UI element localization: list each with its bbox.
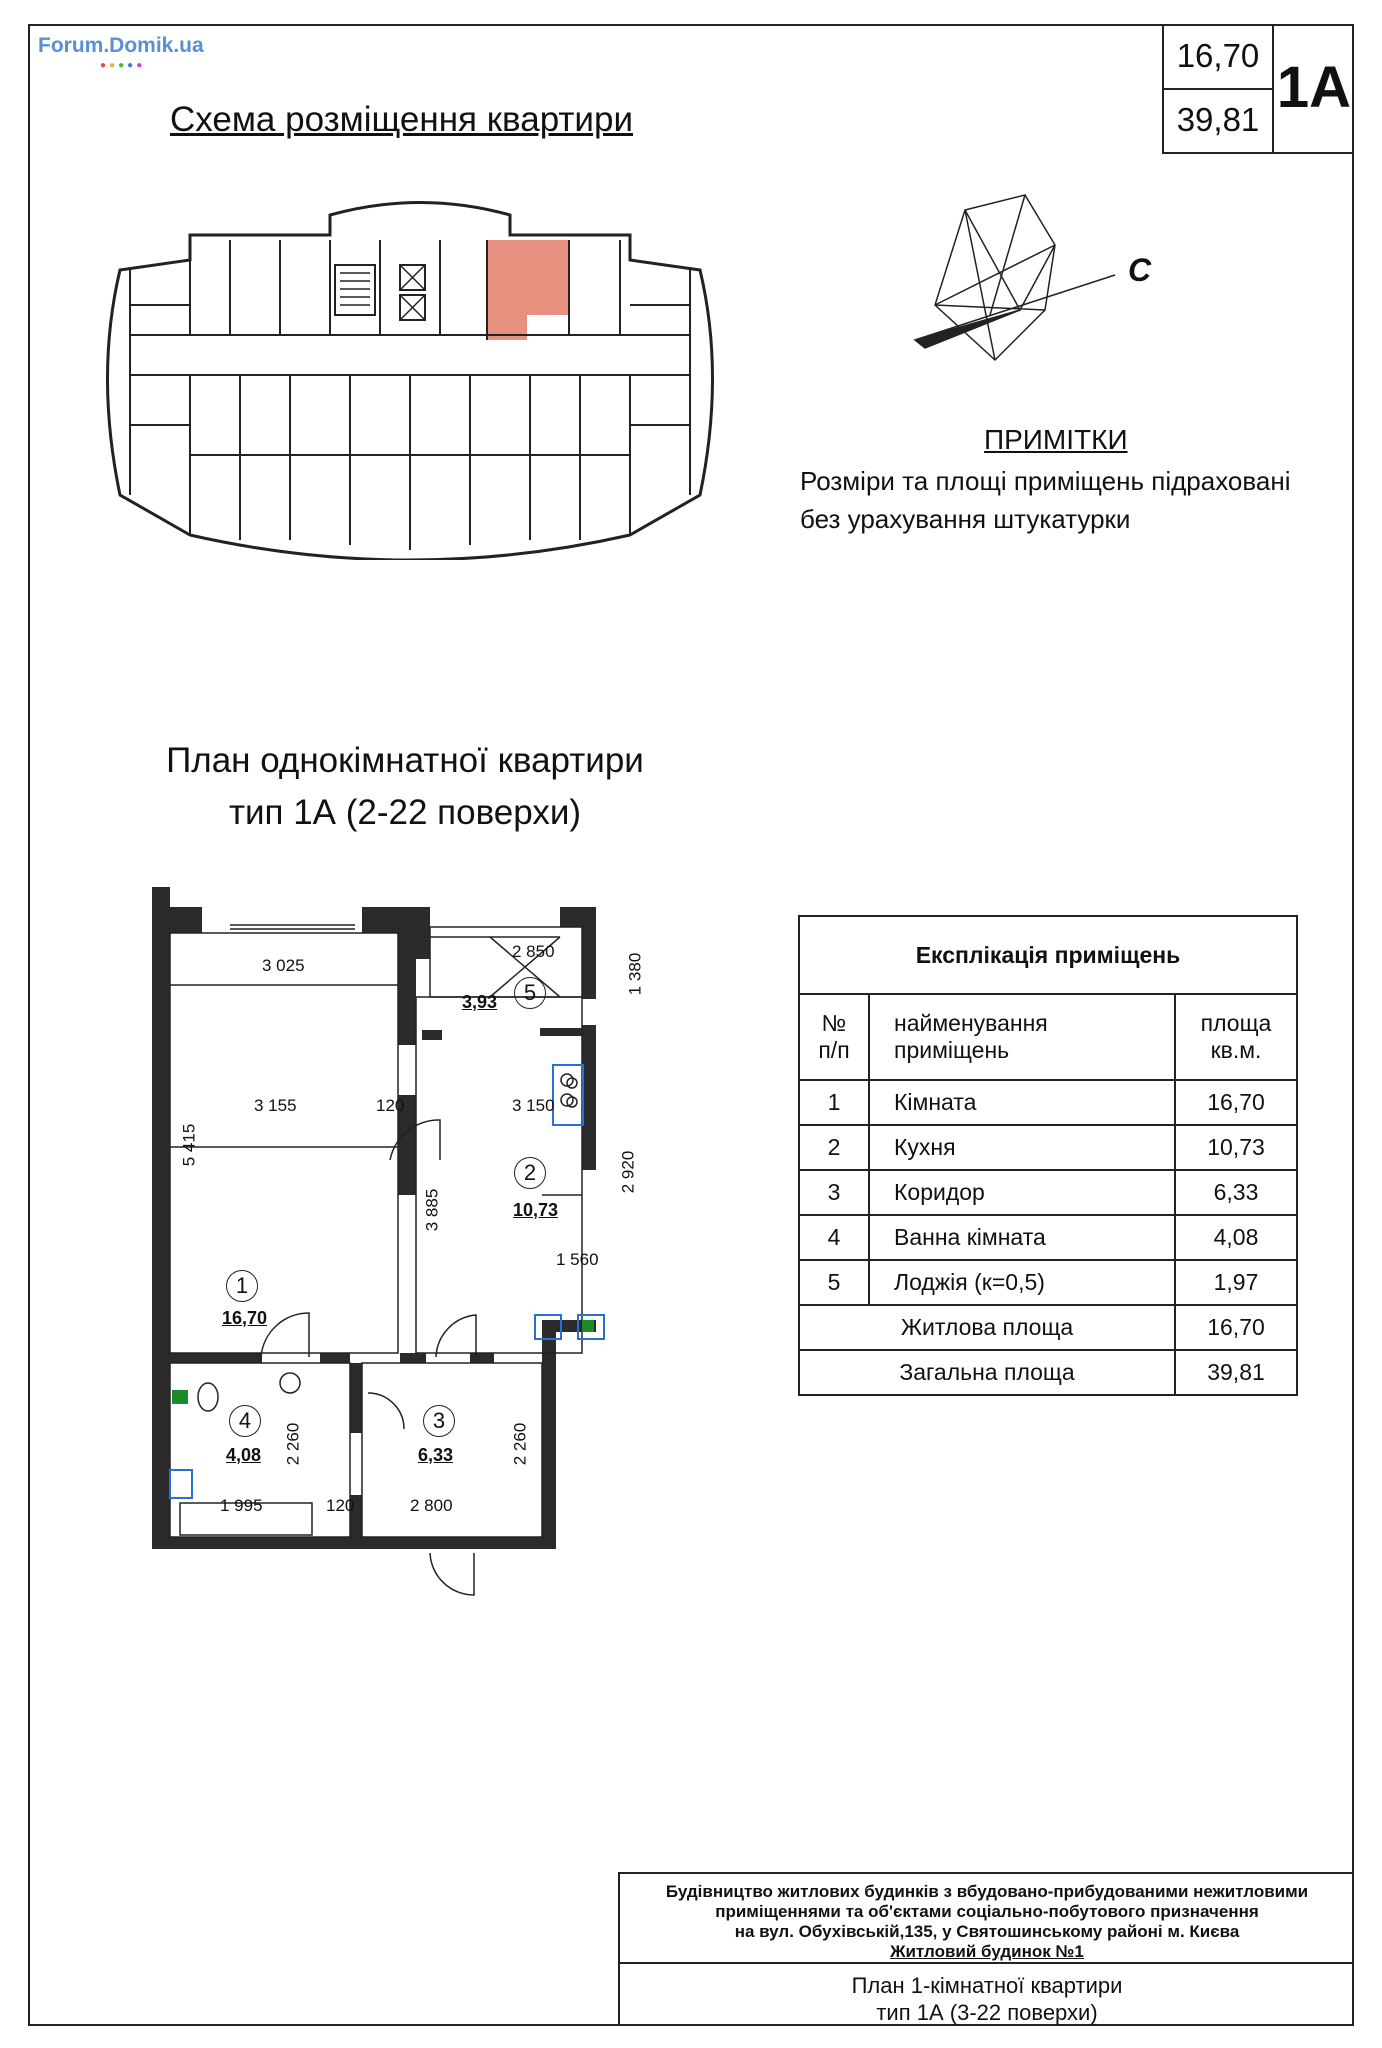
title-block-line-3: на вул. Обухівській,135, у Святошинському районі м. Києва xyxy=(734,1922,1240,1941)
plan-title xyxy=(120,735,690,839)
watermark-dots: ●●●●● xyxy=(100,60,146,71)
scheme-title: Схема розміщення квартири xyxy=(170,100,633,139)
notes-line-2: без урахування штукатурки xyxy=(800,504,1131,534)
dim-label: 3 885 xyxy=(422,1188,442,1232)
notes-text xyxy=(800,462,1290,538)
title-block xyxy=(618,1872,1354,2026)
dim-label: 3 150 xyxy=(512,1096,555,1115)
table-row xyxy=(799,1125,1297,1170)
plan-title-line-2: тип 1А (2-22 поверхи) xyxy=(228,793,582,832)
title-block-line-2: приміщеннями та об'єктами соціально-побутового призначення xyxy=(715,1902,1259,1921)
col-header-no xyxy=(799,994,869,1080)
row-area: 4,08 xyxy=(1175,1215,1297,1260)
dim-label: 2 800 xyxy=(410,1496,453,1515)
row-name: Кухня xyxy=(869,1125,1175,1170)
area-stamp xyxy=(1162,24,1354,154)
dim-label: 3 025 xyxy=(262,956,305,975)
explication-title: Експлікація приміщень xyxy=(799,916,1297,994)
stamp-type: 1A xyxy=(1276,55,1352,120)
row-area: 1,97 xyxy=(1175,1260,1297,1305)
plan-title-line-1: План однокімнатної квартири xyxy=(166,741,644,780)
row-no: 4 xyxy=(799,1215,869,1260)
living-area-label: Житлова площа xyxy=(799,1305,1175,1350)
compass-north-label: С xyxy=(1128,252,1152,288)
room-area: 6,33 xyxy=(418,1445,454,1465)
total-area-value: 39,81 xyxy=(1175,1350,1297,1395)
dim-label: 2 850 xyxy=(512,942,555,961)
row-name: Лоджія (к=0,5) xyxy=(869,1260,1175,1305)
dim-label: 1 995 xyxy=(220,1496,263,1515)
explication-table xyxy=(798,915,1298,1396)
table-row xyxy=(799,1260,1297,1305)
dim-label: 1 380 xyxy=(625,952,645,996)
row-area: 10,73 xyxy=(1175,1125,1297,1170)
notes-line-1: Розміри та площі приміщень підраховані xyxy=(800,466,1291,496)
room-area: 10,73 xyxy=(513,1200,559,1220)
living-area-row xyxy=(799,1305,1297,1350)
dim-label: 120 xyxy=(376,1096,405,1115)
dim-label: 2 260 xyxy=(283,1422,303,1466)
row-area: 6,33 xyxy=(1175,1170,1297,1215)
floor-scheme xyxy=(90,195,730,560)
watermark: Forum.Domik.ua xyxy=(38,34,204,57)
notes-title: ПРИМІТКИ xyxy=(984,424,1128,455)
room-area: 4,08 xyxy=(226,1445,262,1465)
dim-label: 1 560 xyxy=(556,1250,599,1269)
stamp-total-area: 39,81 xyxy=(1176,101,1260,138)
col-header-name-l2: приміщень xyxy=(894,1037,1010,1063)
row-name: Коридор xyxy=(869,1170,1175,1215)
highlighted-apartment-b xyxy=(527,240,569,315)
col-header-area-l1: площа xyxy=(1200,1010,1272,1036)
title-block-line-6: тип 1А (3-22 поверхи) xyxy=(876,2000,1098,2025)
col-header-name xyxy=(869,994,1175,1080)
row-name: Кімната xyxy=(869,1080,1175,1125)
title-block-line-1: Будівництво житлових будинків з вбудовано-прибудованими нежитловими xyxy=(665,1882,1309,1901)
title-block-project xyxy=(620,1874,1354,1964)
col-header-area xyxy=(1175,994,1297,1080)
table-row xyxy=(799,1215,1297,1260)
title-block-line-5: План 1-кімнатної квартири xyxy=(851,1973,1123,1998)
highlighted-apartment-a xyxy=(487,240,527,340)
col-header-area-l2: кв.м. xyxy=(1210,1037,1262,1063)
col-header-name-l1: найменування xyxy=(894,1010,1048,1036)
row-no: 2 xyxy=(799,1125,869,1170)
room-number: 5 xyxy=(514,977,546,1009)
table-row xyxy=(799,1170,1297,1215)
room-area: 3,93 xyxy=(462,992,498,1012)
row-no: 5 xyxy=(799,1260,869,1305)
title-block-sheet xyxy=(620,1964,1354,2026)
col-header-no-l2: п/п xyxy=(818,1037,850,1063)
stamp-living-area: 16,70 xyxy=(1164,24,1272,90)
col-header-no-l1: № xyxy=(821,1010,847,1036)
row-no: 1 xyxy=(799,1080,869,1125)
room-area: 16,70 xyxy=(222,1308,268,1328)
dim-label: 120 xyxy=(326,1496,355,1515)
total-area-row xyxy=(799,1350,1297,1395)
dim-label: 2 260 xyxy=(510,1422,530,1466)
dim-label: 2 920 xyxy=(618,1150,638,1194)
row-no: 3 xyxy=(799,1170,869,1215)
row-name: Ванна кімната xyxy=(869,1215,1175,1260)
room-number: 1 xyxy=(226,1270,258,1302)
total-area-label: Загальна площа xyxy=(799,1350,1175,1395)
dim-label: 5 415 xyxy=(179,1123,199,1167)
room-number: 2 xyxy=(514,1157,546,1189)
title-block-line-4: Житловий будинок №1 xyxy=(890,1942,1084,1961)
table-row xyxy=(799,1080,1297,1125)
room-number: 3 xyxy=(423,1405,455,1437)
compass-rose xyxy=(905,185,1135,385)
dim-label: 3 155 xyxy=(254,1096,297,1115)
room-number: 4 xyxy=(229,1405,261,1437)
row-area: 16,70 xyxy=(1175,1080,1297,1125)
living-area-value: 16,70 xyxy=(1175,1305,1297,1350)
